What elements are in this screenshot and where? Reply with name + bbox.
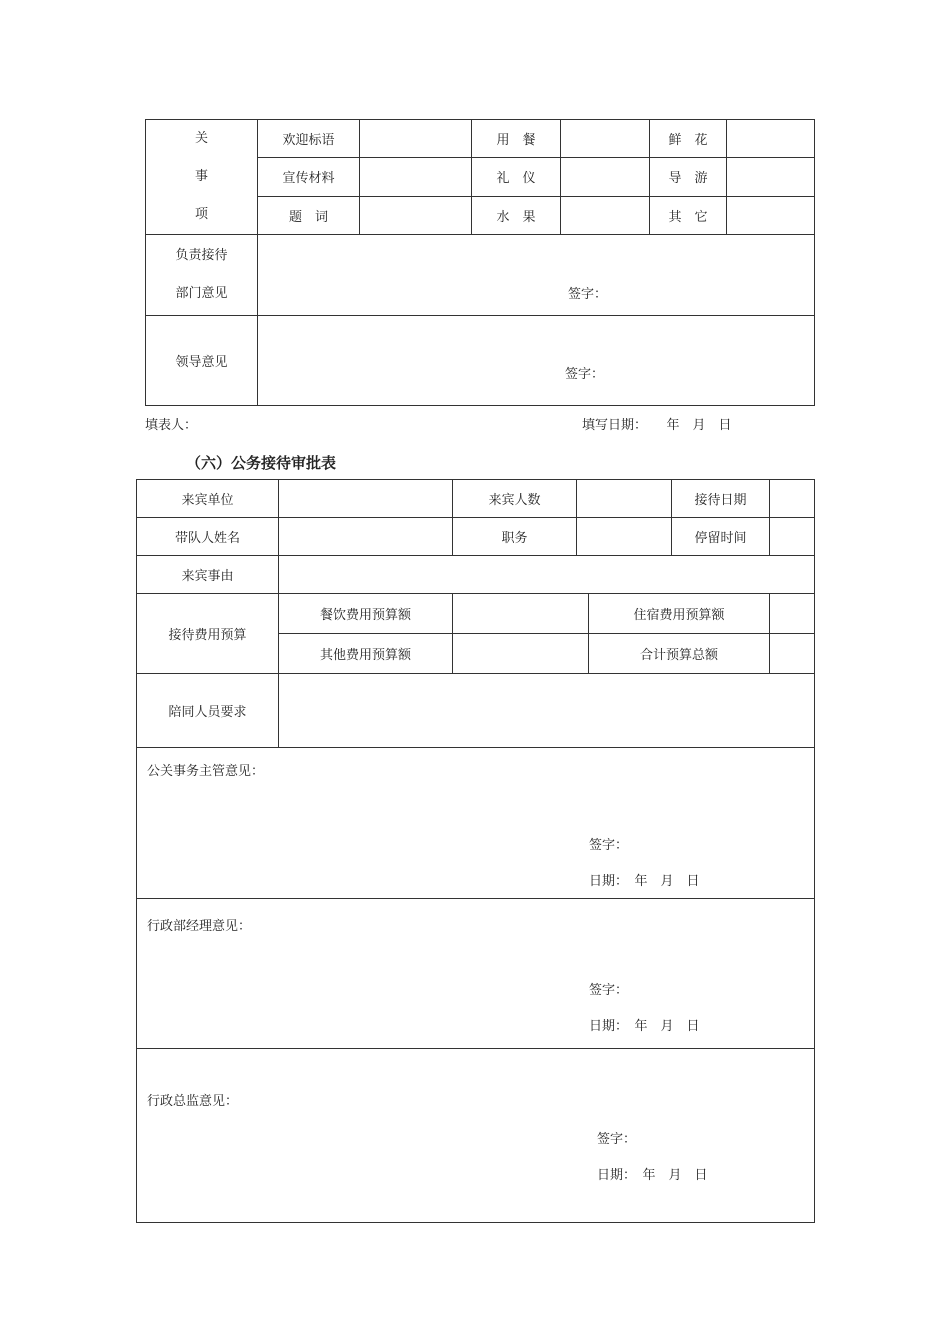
- lodging-budget-field[interactable]: [770, 594, 815, 634]
- item-label: 宣传材料: [258, 158, 360, 196]
- reception-items-table: [145, 119, 815, 406]
- item-value[interactable]: [360, 196, 472, 234]
- lodging-budget-label: 住宿费用预算额: [589, 594, 770, 634]
- stay-time-label: 停留时间: [672, 518, 770, 556]
- total-budget-field[interactable]: [770, 634, 815, 674]
- position-field[interactable]: [577, 518, 672, 556]
- guest-count-field[interactable]: [577, 480, 672, 518]
- admin-manager-opinion-section[interactable]: [137, 899, 815, 1049]
- position-label: 职务: [453, 518, 577, 556]
- dept-opinion-field[interactable]: [258, 235, 815, 316]
- reception-date-label: 接待日期: [672, 480, 770, 518]
- item-value[interactable]: [727, 120, 815, 158]
- header-char: 项: [194, 207, 208, 222]
- admin-director-opinion-section[interactable]: [137, 1049, 815, 1223]
- item-label: 礼 仪: [472, 158, 561, 196]
- pr-opinion-label: 公关事务主管意见：: [147, 764, 265, 779]
- dept-label-line: 负责接待: [175, 248, 228, 263]
- item-label: 欢迎标语: [258, 120, 360, 158]
- item-label: 水 果: [472, 196, 561, 234]
- visit-reason-label: 来宾事由: [137, 556, 279, 594]
- leader-opinion-field[interactable]: [258, 316, 815, 406]
- dept-sign-label: 签字：: [568, 287, 608, 302]
- meal-budget-label: 餐饮费用预算额: [279, 594, 453, 634]
- guest-unit-field[interactable]: [279, 480, 453, 518]
- item-value[interactable]: [561, 120, 650, 158]
- section-title: （六）公务接待审批表: [186, 454, 337, 472]
- item-label: 导 游: [650, 158, 727, 196]
- filler-label: 填表人：: [145, 418, 198, 433]
- dept-label-line: 部门意见: [175, 286, 228, 301]
- item-value[interactable]: [561, 196, 650, 234]
- budget-label: 接待费用预算: [137, 594, 279, 674]
- meal-budget-field[interactable]: [453, 594, 589, 634]
- pr-sign-label: 签字：: [589, 838, 629, 853]
- dept-opinion-label: [146, 235, 258, 316]
- admin-director-opinion-label: 行政总监意见：: [147, 1094, 239, 1109]
- item-value[interactable]: [561, 158, 650, 196]
- leader-opinion-label: 领导意见: [146, 316, 258, 406]
- reception-date-field[interactable]: [770, 480, 815, 518]
- header-char: 事: [194, 169, 208, 184]
- item-value[interactable]: [727, 196, 815, 234]
- pr-date-label: 日期： 年 月 日: [589, 874, 700, 889]
- leader-name-field[interactable]: [279, 518, 453, 556]
- approval-table: [136, 479, 815, 1223]
- leader-sign-label: 签字：: [565, 367, 605, 382]
- escort-label: 陪同人员要求: [137, 674, 279, 748]
- item-label: 其 它: [650, 196, 727, 234]
- admin-director-sign-label: 签字：: [597, 1132, 637, 1147]
- item-value[interactable]: [360, 120, 472, 158]
- other-budget-field[interactable]: [453, 634, 589, 674]
- admin-manager-opinion-label: 行政部经理意见：: [147, 919, 252, 934]
- guest-count-label: 来宾人数: [453, 480, 577, 518]
- visit-reason-field[interactable]: [279, 556, 815, 594]
- other-budget-label: 其他费用预算额: [279, 634, 453, 674]
- admin-director-date-label: 日期： 年 月 日: [597, 1168, 708, 1183]
- item-value[interactable]: [727, 158, 815, 196]
- fill-date: 填写日期： 年 月 日: [582, 418, 732, 433]
- header-char: 关: [194, 131, 208, 146]
- stay-time-field[interactable]: [770, 518, 815, 556]
- guest-unit-label: 来宾单位: [137, 480, 279, 518]
- admin-manager-sign-label: 签字：: [589, 983, 629, 998]
- escort-field[interactable]: [279, 674, 815, 748]
- related-items-header: [146, 120, 258, 235]
- pr-opinion-section[interactable]: [137, 748, 815, 899]
- item-value[interactable]: [360, 158, 472, 196]
- leader-name-label: 带队人姓名: [137, 518, 279, 556]
- admin-manager-date-label: 日期： 年 月 日: [589, 1019, 700, 1034]
- item-label: 用 餐: [472, 120, 561, 158]
- item-label: 题 词: [258, 196, 360, 234]
- total-budget-label: 合计预算总额: [589, 634, 770, 674]
- item-label: 鲜 花: [650, 120, 727, 158]
